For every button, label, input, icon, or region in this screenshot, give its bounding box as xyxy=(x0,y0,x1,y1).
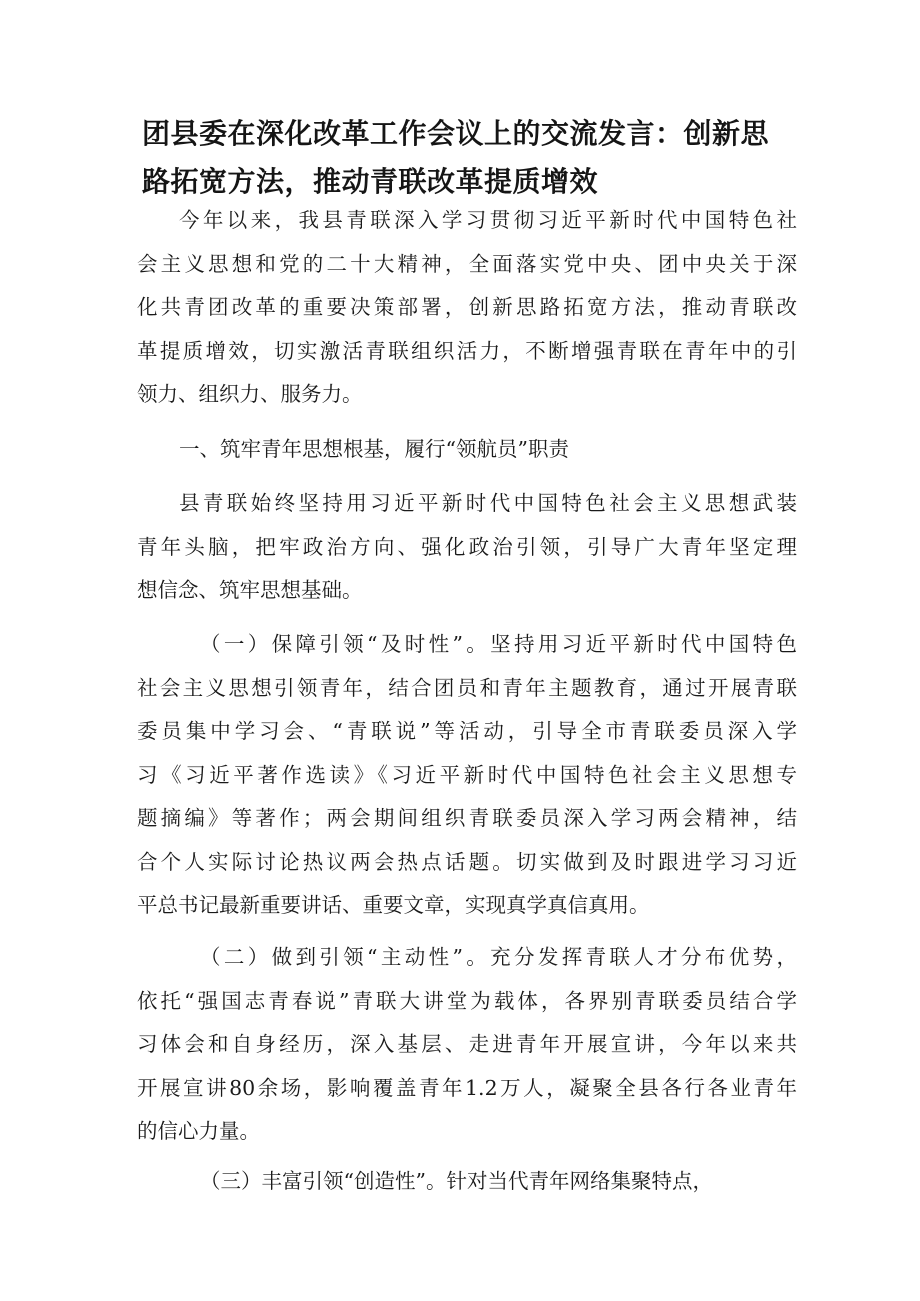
paragraph-line: 的信心力量。 xyxy=(137,1119,260,1143)
paragraph-line: 县青联始终坚持用习近平新时代中国特色社会主义思想武装 xyxy=(179,491,797,515)
section-heading-line: 一、筑牢青年思想根基，履行“领航员”职责 xyxy=(179,437,569,461)
paragraph-line: 开展宣讲80余场，影响覆盖青年1.2万人，凝聚全县各行各业青年 xyxy=(137,1075,797,1100)
paragraph-line: 题摘编》等著作；两会期间组织青联委员深入学习两会精神，结 xyxy=(137,806,797,830)
paragraph-line: 想信念、筑牢思想基础。 xyxy=(137,578,363,602)
section-intro-paragraph xyxy=(137,482,797,613)
paragraph-line: （一）保障引领“及时性”。坚持用习近平新时代中国特色 xyxy=(200,632,797,656)
subsection-1-paragraph xyxy=(137,623,797,928)
paragraph-line: 平总书记最新重要讲话、重要文章，实现真学真信真用。 xyxy=(137,893,650,917)
paragraph-line: 社会主义思想引领青年，结合团员和青年主题教育，通过开展青联 xyxy=(137,675,797,700)
subsection-2-paragraph xyxy=(137,936,797,1154)
paragraph-line: 今年以来，我县青联深入学习贯彻习近平新时代中国特色社 xyxy=(179,208,797,232)
paragraph-line: 依托“强国志青春说”青联大讲堂为载体，各界别青联委员结合学 xyxy=(137,988,797,1013)
paragraph-line: 领力、组织力、服务力。 xyxy=(137,382,363,406)
paragraph-line: 合个人实际讨论热议两会热点话题。切实做到及时跟进学习习近 xyxy=(137,849,797,874)
paragraph-line: 化共青团改革的重要决策部署，创新思路拓宽方法，推动青联改 xyxy=(137,295,797,319)
paragraph-line: 青年头脑，把牢政治方向、强化政治引领，引导广大青年坚定理 xyxy=(137,534,797,559)
paragraph-line: 习体会和自身经历，深入基层、走进青年开展宣讲，今年以来共 xyxy=(137,1032,797,1056)
subsection-3-paragraph xyxy=(137,1160,797,1204)
paragraph-line: （三）丰富引领“创造性”。针对当代青年网络集聚特点， xyxy=(200,1169,713,1193)
paragraph-line: 习《习近平著作选读》《习近平新时代中国特色社会主义思想专 xyxy=(137,762,797,787)
section-heading xyxy=(137,428,797,472)
document-title xyxy=(142,110,802,206)
paragraph-line: 会主义思想和党的二十大精神，全面落实党中央、团中央关于深 xyxy=(137,251,797,276)
paragraph-line: 委员集中学习会、“青联说”等活动，引导全市青联委员深入学 xyxy=(137,719,797,743)
title-line: 路拓宽方法，推动青联改革提质增效 xyxy=(142,165,599,198)
paragraph-line: （二）做到引领“主动性”。充分发挥青联人才分布优势， xyxy=(200,945,797,969)
intro-paragraph xyxy=(137,199,797,417)
paragraph-line: 革提质增效，切实激活青联组织活力，不断增强青联在青年中的引 xyxy=(137,338,797,363)
title-line: 团县委在深化改革工作会议上的交流发言：创新思 xyxy=(142,117,770,150)
